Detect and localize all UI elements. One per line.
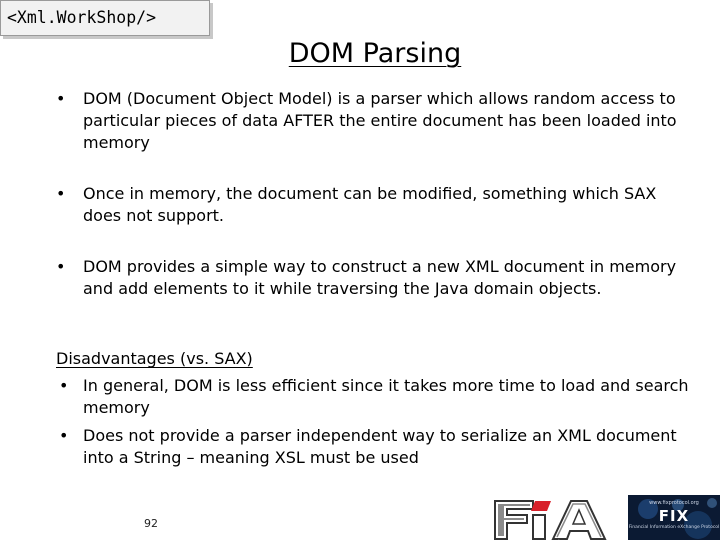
fix-logo-text: FIX	[658, 507, 690, 525]
fia-logo	[493, 497, 623, 540]
disadvantages-heading: Disadvantages (vs. SAX)	[56, 349, 253, 368]
bullet-text: Once in memory, the document can be modified, something which SAX does not support.	[83, 184, 657, 225]
bullet-dot: •	[59, 376, 69, 395]
disadvantage-text: In general, DOM is less efficient since it takes more time to load and search memory	[83, 376, 689, 417]
slide-title: DOM Parsing	[288, 38, 462, 69]
fix-protocol-logo	[628, 495, 720, 540]
bullet-dot: •	[56, 184, 66, 203]
bullet-text: DOM (Document Object Model) is a parser which allows random access to particular pieces of data AFTER the entire document has been loaded into memory	[83, 89, 677, 152]
workshop-brand-label: <Xml.WorkShop/>	[0, 0, 210, 36]
bullet-dot: •	[56, 257, 66, 276]
page-number: 92	[144, 517, 158, 530]
fix-logo-subtext: Financial Information eXchange Protocol	[628, 525, 720, 530]
fix-logo-url: www.fixprotocol.org	[649, 500, 699, 506]
bullet-dot: •	[56, 89, 66, 108]
bullet-text: DOM provides a simple way to construct a new XML document in memory and add elements to it while traversing the Java domain objects.	[83, 257, 677, 298]
disadvantage-text: Does not provide a parser independent way to serialize an XML document into a String – meaning XSL must be used	[83, 426, 677, 467]
bullet-dot: •	[59, 426, 69, 445]
